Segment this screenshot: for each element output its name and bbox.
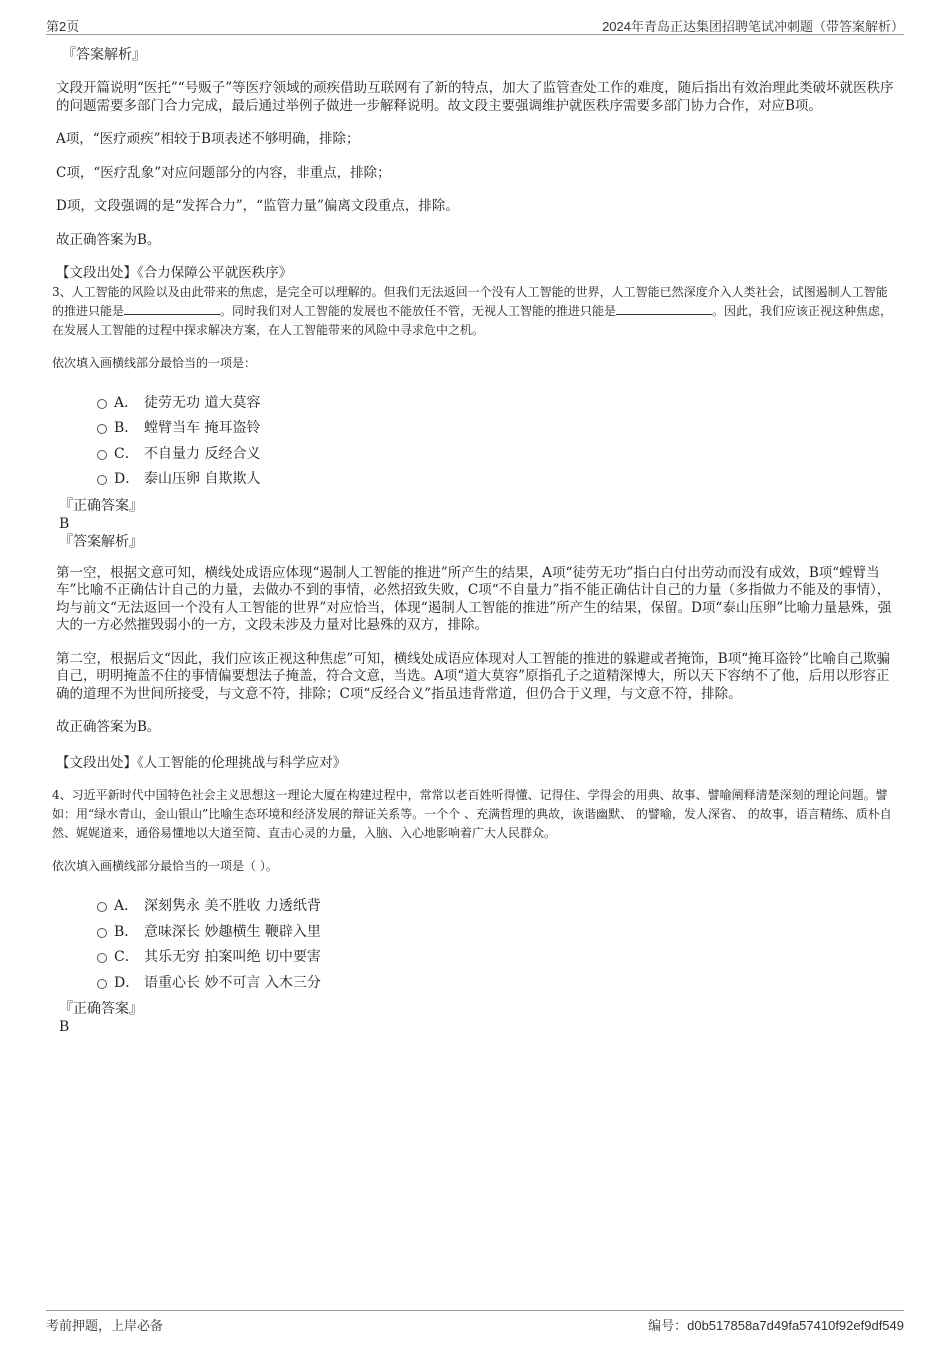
q2-explain-c: C项，“医疗乱象”对应问题部分的内容，非重点，排除； [56, 164, 391, 181]
q4-correct-label: 『正确答案』 [59, 1001, 143, 1017]
q3-option-b[interactable]: B． 螳臂当车 掩耳盗铃 [56, 416, 894, 442]
q3-analysis-p2: 第二空，根据后文“因此，我们应该正视这种焦虑”可知，横线处成语应体现对人工智能的推进的躲避或者掩饰，B项“掩耳盗铃”比喻自己欺骗自己，明明掩盖不住的事情偏要想法子掩盖，符合文意，当选。A项“道大莫容”原指孔子之道精深博大，所以天下容纳不了他，后用以形容正确的道理不为世间所接受，与文意不符，排除；C项“反经合义”指虽违背常道，但仍合于义理，与文意不符，排除。 [56, 650, 891, 702]
q3-analysis-p1: 第一空，根据文意可知，横线处成语应体现“遏制人工智能的推进”所产生的结果，A项“徒劳无功”指白白付出劳动而没有成效，B项“螳臂当车”比喻不正确估计自己的力量，去做办不到的事情，必然招致失败，C项“不自量力”指不能正确估计自己的力量（多指做力不能及的事情），均与前文“无法返回一个没有人工智能的世界”对应恰当，体现“遏制人工智能的推进”所产生的结果，保留。D项“泰山压卵”比喻力量悬殊，强大的一方必然摧毁弱小的一方，文段未涉及力量对比悬殊的双方，排除。 [56, 564, 892, 633]
q2-explain-d: D项，文段强调的是“发挥合力”，“监管力量”偏离文段重点，排除。 [56, 198, 459, 214]
q3-stem-part2: 。同时我们对人工智能的发展也不能放任不管，无视人工智能的推进只能是 [220, 303, 617, 318]
q3-correct-answer: B [59, 515, 70, 532]
q2-source: 【文段出处】《合力保障公平就医秩序》 [56, 265, 293, 281]
radio-icon[interactable] [97, 953, 107, 963]
q3-prompt: 依次填入画横线部分最恰当的一项是： [52, 355, 257, 370]
q3-option-a[interactable]: A． 徒劳无功 道大莫容 [56, 391, 894, 417]
q3-option-d[interactable]: D． 泰山压卵 自欺欺人 [56, 467, 894, 493]
q3-stem-part1: 3、人工智能的风险以及由此带来的焦虑，是完全可以理解的。但我们无法返回一个没有人工智能的世界，人工智能已然深度介入人类社会，试图遏制人工智能的推进只能是 [52, 284, 888, 318]
q4-option-d[interactable]: D． 语重心长 妙不可言 入木三分 [56, 971, 894, 997]
q3-stem [52, 283, 894, 340]
radio-icon[interactable] [97, 902, 107, 912]
page-content [52, 46, 894, 1036]
page-footer [46, 1310, 904, 1333]
radio-icon[interactable] [97, 979, 107, 989]
radio-icon[interactable] [97, 450, 107, 460]
q4-stem: 4、习近平新时代中国特色社会主义思想这一理论大厦在构建过程中，常常以老百姓听得懂、记得住、学得会的用典、故事、譬喻阐释清楚深刻的理论问题。譬如：用“绿水青山，金山银山”比喻生态环境和经济发展的辩证关系等。一个个 、充满哲理的典故，诙谐幽默、 的譬喻，发人深省、 的故事，语言精练、质朴自然、娓娓道来，通俗易懂地以大道至简、直击心灵的力量，入脑、入心地影响着广大人民群众。 [52, 788, 892, 840]
document-serial: 编号：d0b517858a7d49fa57410f92ef9df549 [648, 1318, 904, 1333]
q4-prompt: 依次填入画横线部分最恰当的一项是（ ）。 [52, 859, 278, 873]
q3-blank-1 [124, 303, 220, 315]
q3-conclusion: 故正确答案为B。 [56, 719, 161, 735]
q4-option-b[interactable]: B． 意味深长 妙趣横生 鞭辟入里 [56, 920, 894, 946]
document-title: 2024年青岛正达集团招聘笔试冲刺题（带答案解析） [602, 19, 904, 34]
radio-icon[interactable] [97, 928, 107, 938]
q3-options [56, 391, 894, 493]
q2-conclusion: 故正确答案为B。 [56, 231, 161, 248]
radio-icon[interactable] [97, 424, 107, 434]
radio-icon[interactable] [97, 475, 107, 485]
page-number: 第2页 [46, 19, 80, 34]
q2-analysis-label: 『答案解析』 [62, 47, 146, 63]
q3-source: 【文段出处】《人工智能的伦理挑战与科学应对》 [56, 754, 347, 771]
q4-option-c[interactable]: C． 其乐无穷 拍案叫绝 切中要害 [56, 945, 894, 971]
q3-blank-2 [616, 303, 712, 315]
q3-analysis-label: 『答案解析』 [59, 533, 143, 550]
footer-slogan: 考前押题，上岸必备 [46, 1318, 164, 1333]
q3-option-c[interactable]: C． 不自量力 反经合义 [56, 442, 894, 468]
q3-stem-part3: 。因此，我们应该正视这种焦虑，在发展人工智能的过程中探求解决方案，在人工智能带来的风险中寻求危中之机。 [52, 303, 893, 337]
q4-options [56, 894, 894, 996]
page-header [46, 14, 904, 35]
q2-explain-a: A项，“医疗顽疾”相较于B项表述不够明确，排除； [56, 131, 360, 147]
q2-analysis-text: 文段开篇说明“医托”“号贩子”等医疗领域的顽疾借助互联网有了新的特点，加大了监管查处工作的难度，随后指出有效治理此类破坏就医秩序的问题需要多部门合力完成，最后通过举例子做进一步解释说明。故文段主要强调维护就医秩序需要多部门协力合作，对应B项。 [56, 80, 894, 114]
q4-correct-answer: B [59, 1019, 70, 1035]
q3-correct-label: 『正确答案』 [59, 497, 143, 514]
q4-option-a[interactable]: A． 深刻隽永 美不胜收 力透纸背 [56, 894, 894, 920]
radio-icon[interactable] [97, 399, 107, 409]
